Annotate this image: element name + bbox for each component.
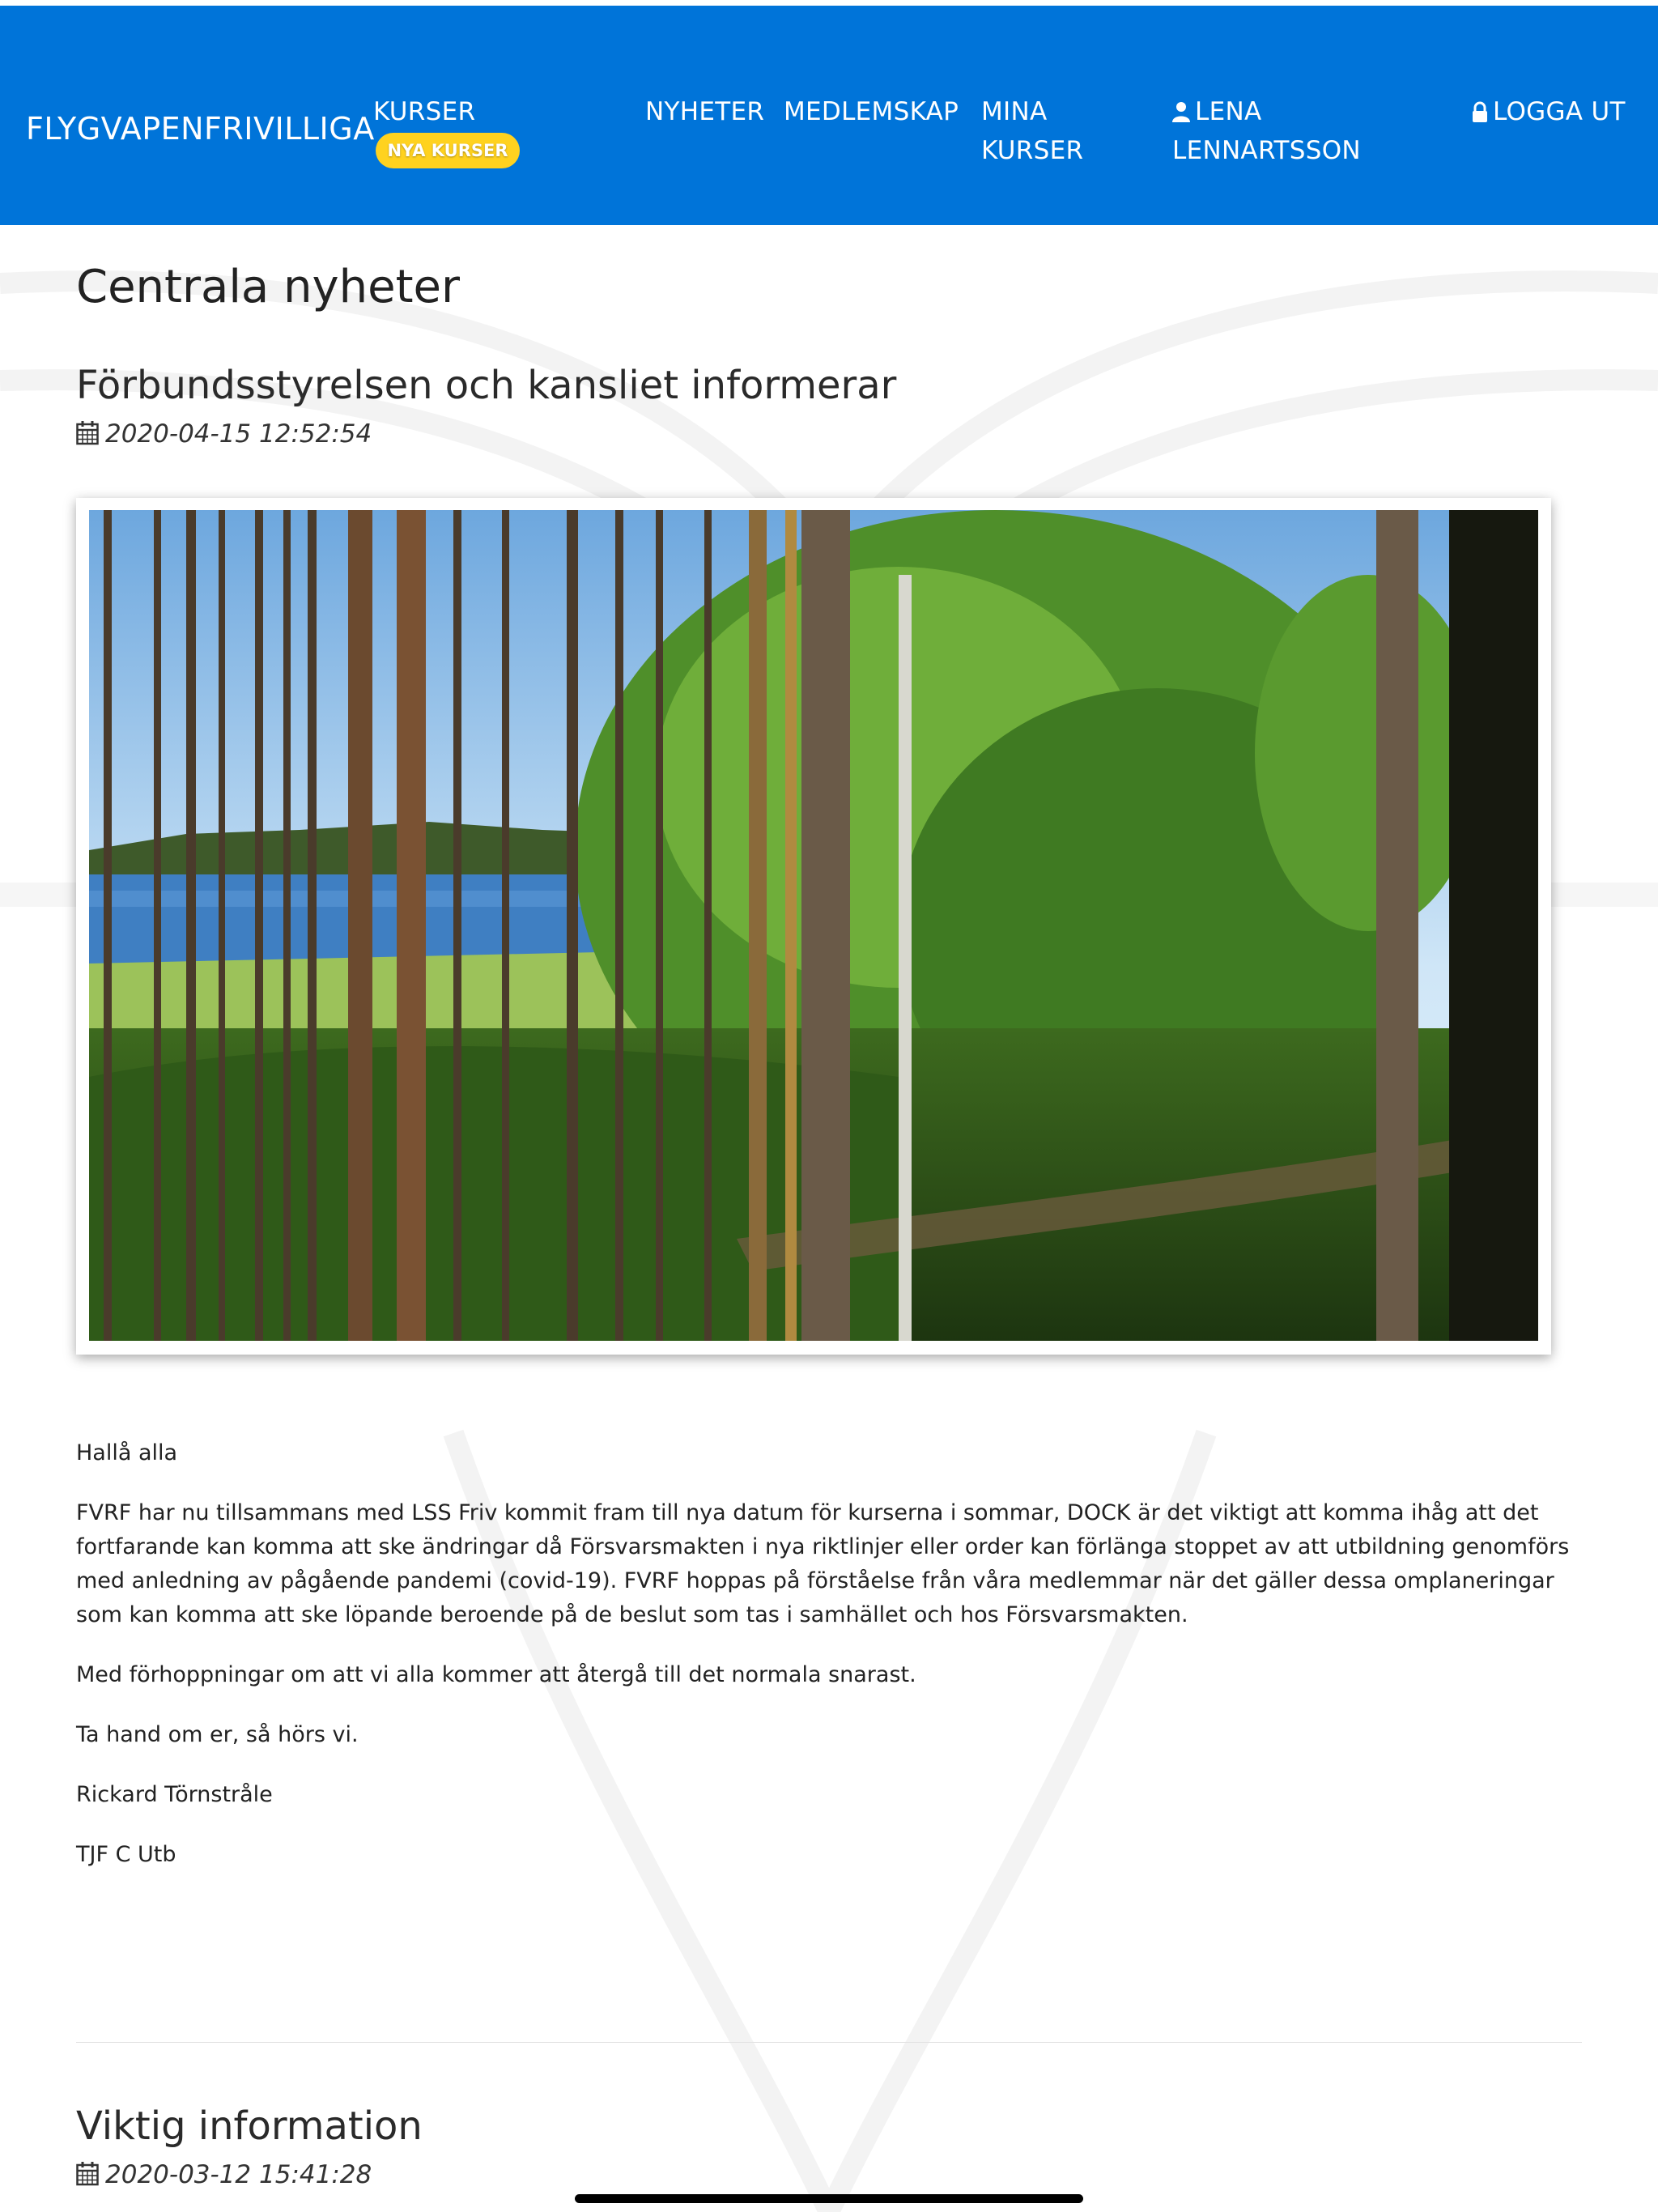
nav-user[interactable] bbox=[1172, 92, 1415, 170]
home-indicator[interactable] bbox=[575, 2194, 1083, 2203]
article-paragraph: Ta hand om er, så hörs vi. bbox=[76, 1722, 359, 1747]
nya-kurser-badge[interactable]: NYA KURSER bbox=[376, 133, 520, 168]
brand-logo[interactable]: FLYGVAPENFRIVILLIGA bbox=[26, 111, 375, 147]
logout-label: LOGGA UT bbox=[1493, 97, 1626, 126]
article-divider bbox=[76, 2042, 1582, 2043]
navbar bbox=[0, 6, 1658, 225]
article-paragraph: Hallå alla bbox=[76, 1440, 178, 1465]
article-date-text: 2020-04-15 12:52:54 bbox=[105, 419, 372, 449]
nav-kurser[interactable]: KURSER bbox=[373, 97, 476, 126]
nav-mina-kurser[interactable]: MINA KURSER bbox=[981, 97, 1084, 165]
article-date-text: 2020-03-12 15:41:28 bbox=[105, 2160, 372, 2189]
article-date bbox=[76, 419, 372, 449]
nav-medlemskap[interactable]: MEDLEMSKAP bbox=[784, 97, 959, 126]
article-paragraph: FVRF har nu tillsammans med LSS Friv kommit fram till nya datum för kurserna i sommar, DOCK är det viktigt att komma ihåg att det fortfarande kan komma att ske ändringar då Försvarsmakten i nya riktlinjer eller order kan förlänga stoppet av att utbildning genomförs med anledning av pågående pandemi (covid-19). FVRF hoppas på förståelse från våra medlemmar när det gäller dessa omplaneringar som kan komma att ske löpande beroende på de beslut som tas i samhället och hos Försvarsmakten. bbox=[76, 1500, 1570, 1627]
section-title: Centrala nyheter bbox=[76, 261, 461, 313]
article-title[interactable]: Förbundsstyrelsen och kansliet informerar bbox=[76, 363, 897, 408]
article-signature: Rickard Törnstråle bbox=[76, 1782, 273, 1807]
calendar-icon bbox=[76, 2162, 99, 2186]
status-bar bbox=[0, 0, 1658, 6]
article-date bbox=[76, 2160, 372, 2189]
nav-nyheter[interactable]: NYHETER bbox=[645, 97, 765, 126]
forest-lake-photo bbox=[89, 510, 1538, 1341]
article-paragraph: Med förhoppningar om att vi alla kommer att återgå till det normala snarast. bbox=[76, 1662, 916, 1687]
article-body bbox=[76, 1436, 1582, 1872]
nav-logout[interactable] bbox=[1472, 92, 1634, 131]
calendar-icon bbox=[76, 421, 99, 445]
user-icon bbox=[1172, 101, 1190, 122]
article-image bbox=[76, 498, 1551, 1355]
user-name: LENA LENNARTSSON bbox=[1172, 97, 1361, 165]
article-title[interactable]: Viktig information bbox=[76, 2104, 423, 2149]
article-signature-title: TJF C Utb bbox=[76, 1842, 176, 1867]
lock-icon bbox=[1472, 101, 1488, 122]
